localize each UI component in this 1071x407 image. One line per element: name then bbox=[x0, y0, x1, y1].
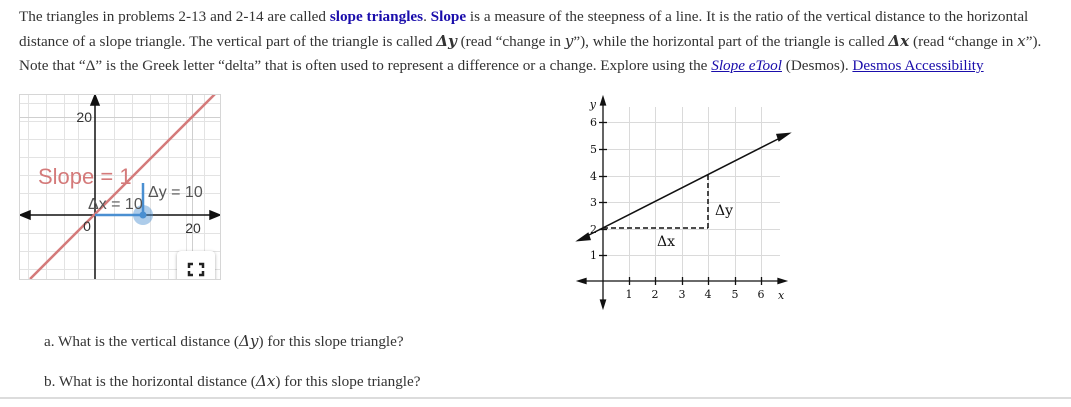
axis-arrow-left-icon bbox=[578, 279, 586, 284]
axis-arrow-up-icon bbox=[601, 97, 606, 105]
svg-text:1: 1 bbox=[590, 249, 597, 262]
graph-line bbox=[585, 137, 782, 237]
term-slope: Slope bbox=[430, 8, 467, 25]
line-arrow-left-icon bbox=[578, 234, 590, 241]
origin-label: 0 bbox=[83, 218, 91, 234]
svg-text:5: 5 bbox=[731, 288, 739, 301]
delta-y-symbol: Δy bbox=[436, 32, 457, 50]
desmos-graph[interactable] bbox=[19, 94, 221, 280]
question-b-symbol: Δx bbox=[255, 372, 276, 390]
y-axis-label: y bbox=[589, 98, 596, 111]
fullscreen-button[interactable] bbox=[177, 251, 215, 280]
tick-20-x: 20 bbox=[185, 220, 201, 236]
tick-20-y: 20 bbox=[76, 109, 92, 125]
svg-text:2: 2 bbox=[590, 223, 597, 236]
coordinate-plane bbox=[570, 92, 795, 312]
svg-text:2: 2 bbox=[651, 288, 659, 301]
delta-y-label: Δy = 10 bbox=[148, 184, 203, 201]
svg-text:4: 4 bbox=[704, 288, 712, 301]
svg-text:3: 3 bbox=[590, 196, 597, 209]
svg-text:6: 6 bbox=[757, 288, 765, 301]
intro-paragraph: The triangles in problems 2-13 and 2-14 are called slope triangles. Slope is a measure of the steepness of a line. It is the ratio of the vertical distance to the horizontal distance of a slope triangle. The vertical part of the triangle is called Δy (read “change in y”), while the horizontal part of the triangle is called Δx (read “change in x”). Note that “Δ” is the Greek letter “delta” that is often used to represent a difference or a change. Explore using the Slope eTool (Desmos). Desmos Accessibility bbox=[19, 8, 1042, 74]
question-b: b. What is the horizontal distance (Δx) for this slope triangle? bbox=[44, 372, 421, 390]
arrow-left-icon bbox=[20, 211, 30, 219]
slope-label: Slope = 1 bbox=[38, 164, 132, 189]
term-slope-triangles: slope triangles bbox=[329, 8, 424, 25]
svg-text:3: 3 bbox=[678, 288, 686, 301]
figure-delta-y-label: Δy bbox=[715, 203, 734, 219]
arrow-up-icon bbox=[91, 95, 99, 105]
slope-etool-link[interactable]: Slope eTool bbox=[711, 57, 782, 74]
delta-x-label: Δx = 10 bbox=[88, 196, 143, 213]
figure-delta-x-label: Δx bbox=[657, 234, 676, 250]
axis-arrow-down-icon bbox=[601, 300, 606, 308]
question-a: a. What is the vertical distance (Δy) for this slope triangle? bbox=[44, 332, 404, 350]
slope-triangle-figure bbox=[570, 92, 795, 317]
expand-icon bbox=[177, 251, 215, 280]
svg-text:5: 5 bbox=[590, 143, 597, 156]
question-a-symbol: Δy bbox=[238, 332, 259, 350]
x-axis-label: x bbox=[778, 289, 785, 302]
line-arrow-right-icon bbox=[777, 134, 789, 141]
svg-text:6: 6 bbox=[590, 116, 597, 129]
arrow-right-icon bbox=[210, 211, 220, 219]
svg-text:1: 1 bbox=[625, 288, 633, 301]
axis-arrow-right-icon bbox=[778, 279, 786, 284]
section-divider bbox=[0, 397, 1071, 399]
desmos-accessibility-link[interactable]: Desmos Accessibility bbox=[852, 57, 984, 74]
delta-x-symbol: Δx bbox=[888, 32, 910, 50]
svg-text:4: 4 bbox=[590, 170, 597, 183]
